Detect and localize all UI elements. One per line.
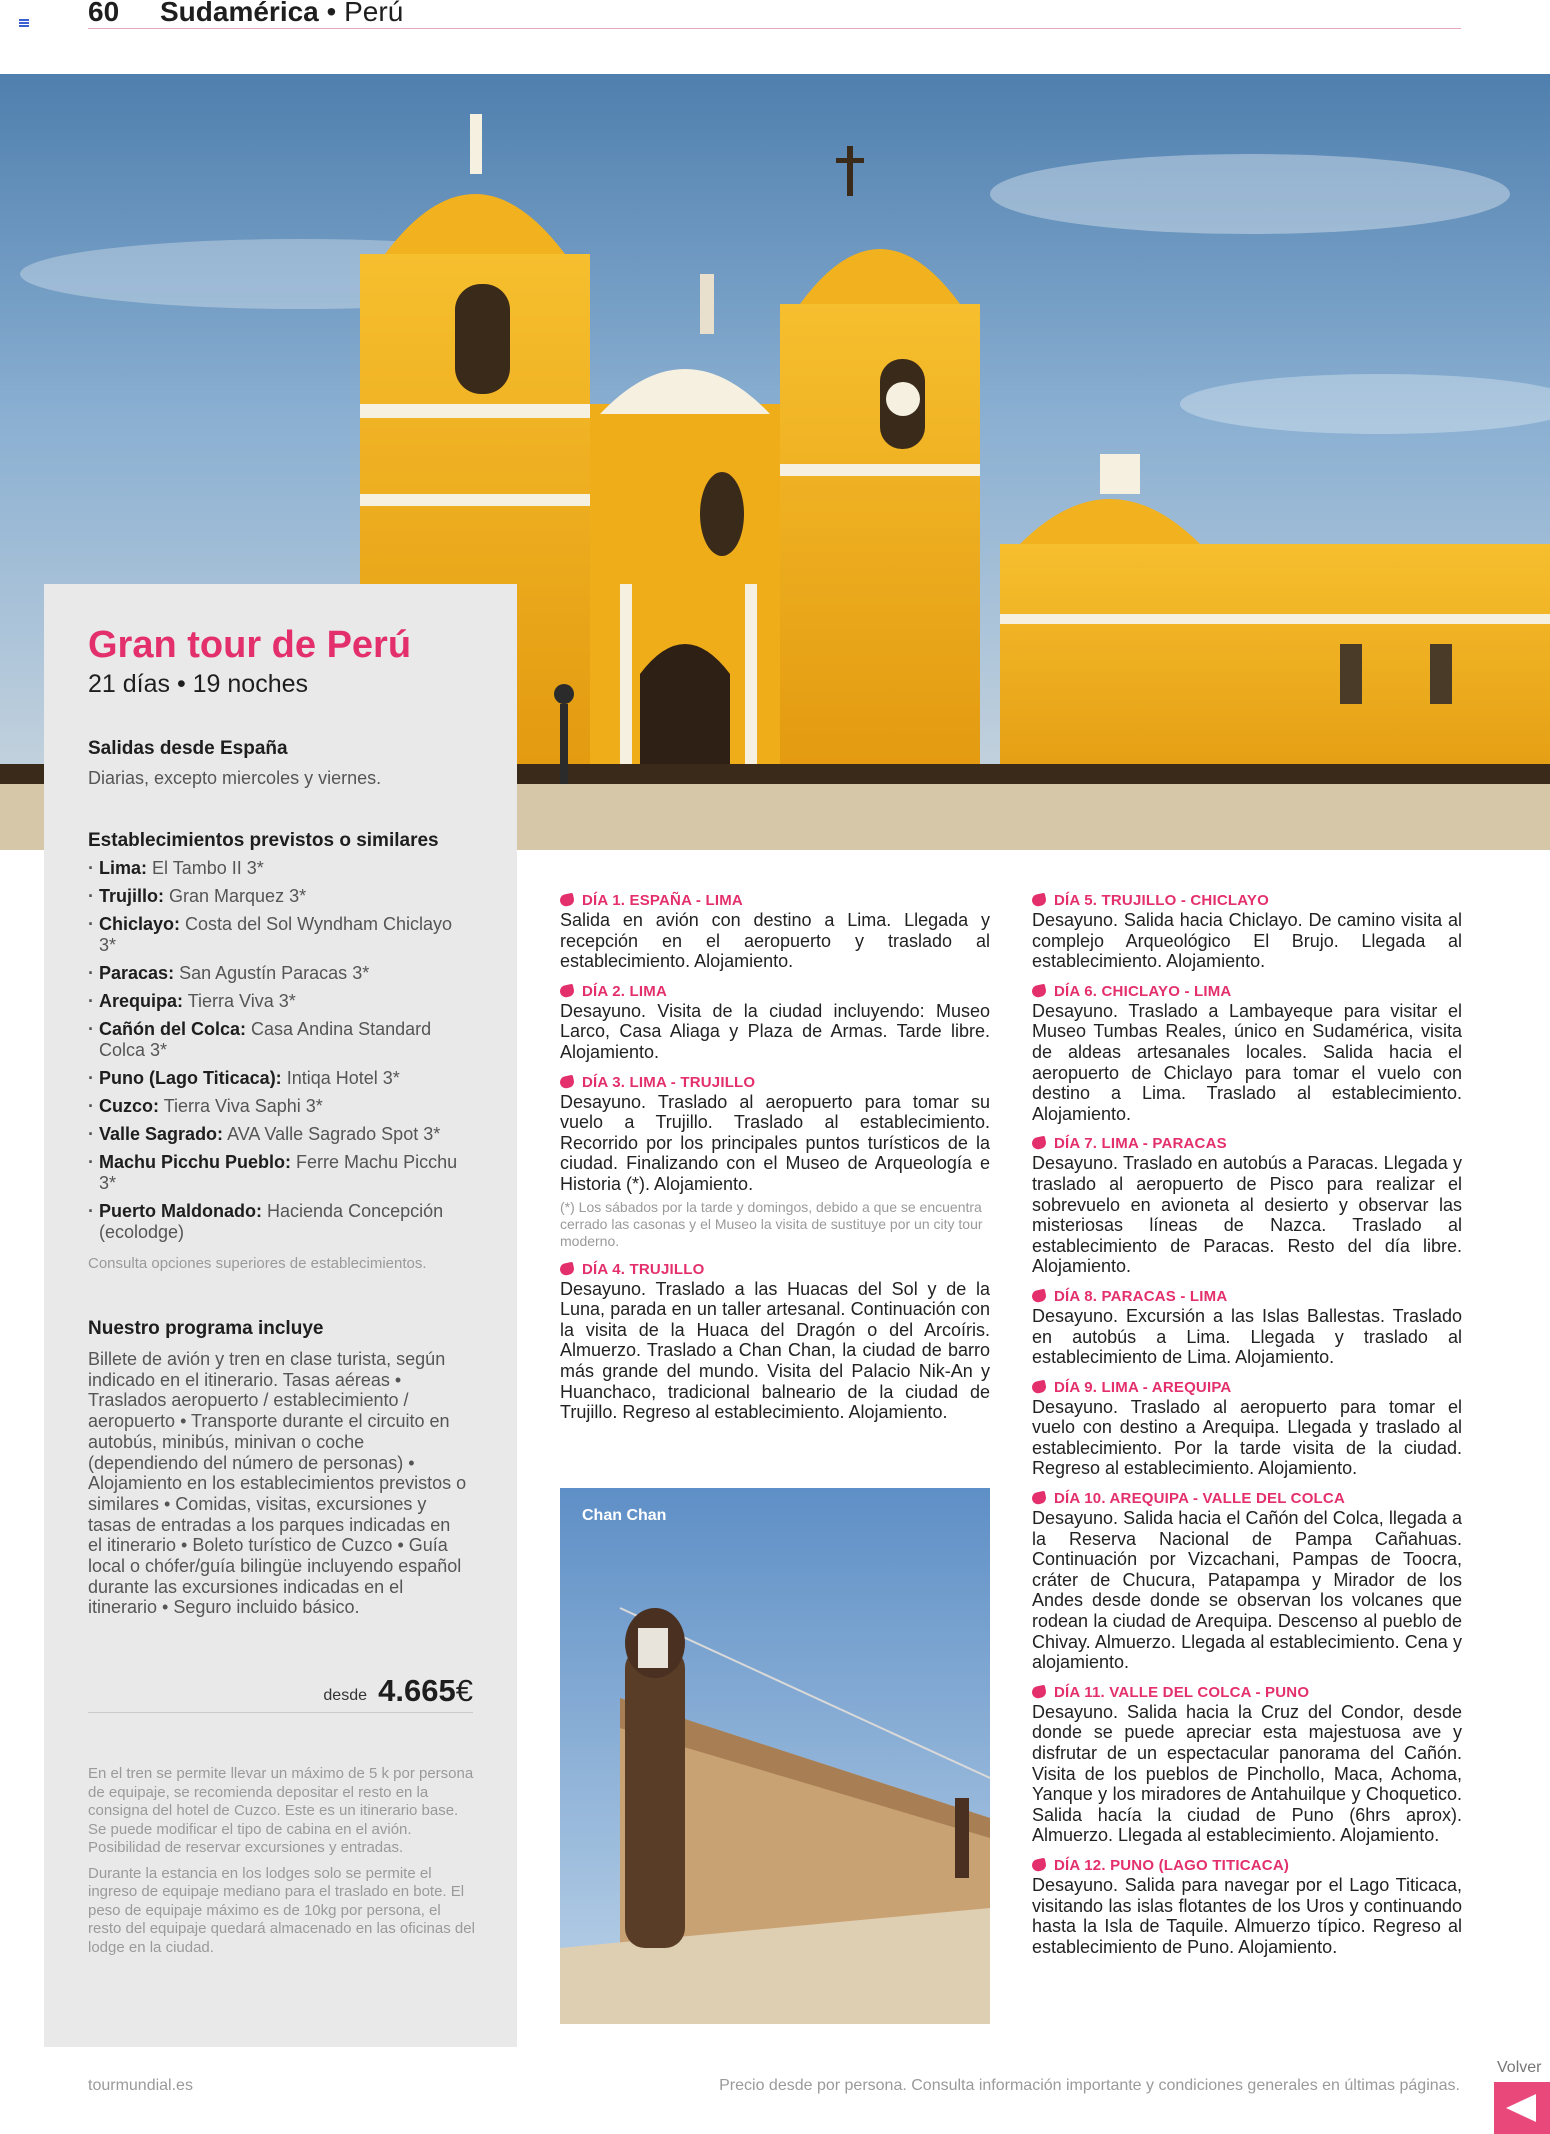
hotel-city: Puerto Maldonado: [99,1201,262,1221]
page-header [88,0,1461,29]
hotel-city: Trujillo: [99,886,164,906]
hotels-note: Consulta opciones superiores de establecimientos. [88,1255,427,1272]
day-heading: DÍA 12. PUNO (LAGO TITICACA) [1032,1856,1462,1875]
chan-chan-photo [560,1488,990,2024]
hotel-city: Chiclayo: [99,914,181,934]
hotel-name: AVA Valle Sagrado Spot 3* [227,1124,441,1144]
day-heading: DÍA 4. TRUJILLO [560,1260,990,1279]
hotel-city: Puno (Lago Titicaca): [99,1068,282,1088]
departures-block [88,738,488,789]
day-description: Desayuno. Visita de la ciudad incluyendo: Museo Larco, Casa Aliaga y Plaza de Armas. Tarde libre. Alojamiento. [560,1000,990,1062]
hotel-item [88,1068,468,1089]
itinerary-day [1032,1489,1462,1673]
day-description: Desayuno. Traslado al aeropuerto para tomar su vuelo a Trujillo. Traslado al establecimiento. Recorrido por los principales puntos turísticos de la ciudad. Finalizando con el Museo de Arqueología e Historia (*). Alojamiento. [560,1091,990,1194]
price-prefix: desde [323,1687,367,1704]
day-heading: DÍA 2. LIMA [560,982,990,1001]
day-description: Desayuno. Traslado a Lambayeque para visitar el Museo Tumbas Reales, único en Sudamérica, visita de aldeas artesanales locales. Salida hacia el aeropuerto de Chiclayo para tomar el vuelo con destino a Lima. Traslado al establecimiento. Alojamiento. [1032,1000,1462,1124]
price-value: 4.665 [378,1673,456,1708]
hotel-name: Gran Marquez 3* [169,886,307,906]
itinerary-day [560,982,990,1063]
day-description: Desayuno. Salida hacia la Cruz del Condor, desde donde se puede apreciar esta majestuosa ave y disfrutar de un espectacular panorama del Cañón. Visita de los pueblos de Pinchollo, Maca, Achoma, Yanque y los miradores de Antahuilque y Choquetico. Salida hacía la ciudad de Puno (6hrs aprox). Almuerzo. Llegada al establecimiento. Alojamiento. [1032,1701,1462,1846]
day-description: Desayuno. Traslado en autobús a Paracas. Llegada y traslado al aeropuerto de Pisco para realizar el sobrevuelo en avioneta al desierto y observar las misteriosas líneas de Nazca. Traslado al establecimiento de Paracas. Resto del día libre. Alojamiento. [1032,1153,1462,1277]
footer-site-link[interactable]: tourmundial.es [88,2077,193,2094]
hotel-item [88,991,468,1012]
day-heading: DÍA 11. VALLE DEL COLCA - PUNO [1032,1683,1462,1702]
price-amount [378,1673,473,1709]
itinerary-day [560,1260,990,1423]
day-heading: DÍA 10. AREQUIPA - VALLE DEL COLCA [1032,1489,1462,1508]
hotels-block [88,830,488,1274]
hotel-city: Paracas: [99,963,175,983]
photo-caption: Chan Chan [582,1507,667,1524]
tour-title: Gran tour de Perú [88,624,412,666]
day-description: Desayuno. Traslado al aeropuerto para tomar el vuelo con destino a Arequipa. Llegada y traslado al establecimiento. Por la tarde visita de la ciudad. Regreso al establecimiento. Alojamiento. [1032,1396,1462,1479]
includes-block [88,1318,468,1618]
itinerary-day [1032,1134,1462,1277]
hotel-name: Intiqa Hotel 3* [286,1068,400,1088]
subsection-name: Perú [344,0,404,27]
itinerary-column-2 [1032,891,1462,1967]
day-heading: DÍA 9. LIMA - AREQUIPA [1032,1378,1462,1397]
note-lodge-luggage: Durante la estancia en los lodges solo se permite el ingreso de equipaje mediano para el traslado en bote. El peso de equipaje máximo es de 10kg por persona, el resto del equipaje quedará almacenado en las oficinas del lodge en la ciudad. [88,1864,475,1956]
hotel-city: Machu Picchu Pueblo: [99,1152,292,1172]
itinerary-column-1 [560,891,990,1433]
page-number: 60 [88,0,120,27]
hotel-item [88,886,468,907]
hotel-name: El Tambo II 3* [152,858,264,878]
day-heading: DÍA 3. LIMA - TRUJILLO [560,1073,990,1092]
hotel-name: Hacienda Concepción (ecolodge) [99,1201,444,1242]
hotels-list [88,858,468,1243]
departures-heading: Salidas desde España [88,738,288,759]
hotel-city: Arequipa: [99,991,184,1011]
section-name: Sudamérica [160,0,319,27]
back-label[interactable]: Volver [1497,2059,1542,2076]
hotel-city: Lima: [99,858,148,878]
day-description: Desayuno. Traslado a las Huacas del Sol y de la Luna, parada en un taller artesanal. Continuación con la visita de la Huaca del Dragón o del Arcoíris. Almuerzo. Traslado a Chan Chan, la ciudad de barro más grande del mundo. Visita del Palacio Nik-An y Huanchaco, tradicional balneario de la ciudad de Trujillo. Regreso al establecimiento. Alojamiento. [560,1278,990,1423]
hotel-item [88,1124,468,1145]
hotel-name: San Agustín Paracas 3* [179,963,370,983]
day-description: Desayuno. Salida para navegar por el Lago Titicaca, visitando las islas flotantes de los Uros y continuando hasta la Isla de Taquile. Almuerzo típico. Regreso al establecimiento de Puno. Alojamiento. [1032,1874,1462,1957]
hotels-heading: Establecimientos previstos o similares [88,830,439,851]
itinerary-day [560,1073,990,1250]
day-heading: DÍA 7. LIMA - PARACAS [1032,1134,1462,1153]
includes-heading: Nuestro programa incluye [88,1318,324,1339]
hotel-name: Tierra Viva Saphi 3* [163,1096,323,1116]
day-heading: DÍA 6. CHICLAYO - LIMA [1032,982,1462,1001]
hotel-name: Tierra Viva 3* [187,991,296,1011]
hotel-name: Ferre Machu Picchu 3* [99,1152,458,1193]
day-description: Desayuno. Salida hacia el Cañón del Colca, llegada a la Reserva Nacional de Pampa Cañahuas. Continuación por Vizcachani, Pampas de Toocra, cráter de Chucura, Patapampa y Mirador de los Andes desde donde se observan los volcanes que rodean la ciudad de Arequipa. Descenso al pueblo de Chivay. Almuerzo. Llegada al establecimiento. Cena y alojamiento. [1032,1508,1462,1673]
hotel-city: Cañón del Colca: [99,1019,247,1039]
itinerary-day [1032,1683,1462,1846]
itinerary-day [1032,982,1462,1125]
section-title: Sudamérica • Perú [160,0,403,28]
itinerary-day [1032,1378,1462,1479]
includes-text: Billete de avión y tren en clase turista, según indicado en el itinerario. Tasas aéreas • Traslados aeropuerto / establecimiento / aeropuerto • Transporte durante el circuito en autobús, minibús, minivan o coche (dependiendo del número de personas) • Alojamiento en los establecimientos previstos o similares • Comidas, visitas, excursiones y tasas de entradas a los parques indicadas en el itinerario • Boleto turístico de Cuzco • Guía local o chófer/guía bilingüe incluyendo español durante las excursiones indicadas en el itinerario • Seguro incluido básico. [88,1349,467,1618]
hotel-city: Cuzco: [99,1096,159,1116]
hotel-item [88,914,468,956]
tour-info-panel [44,584,517,2047]
back-button[interactable] [1494,2082,1550,2134]
hotel-item [88,1096,468,1117]
hotel-item [88,1201,468,1243]
day-heading: DÍA 8. PARACAS - LIMA [1032,1287,1462,1306]
day-description: Salida en avión con destino a Lima. Llegada y recepción en el aeropuerto y traslado al establecimiento. Alojamiento. [560,910,990,972]
price-row [88,1673,473,1713]
hotel-item [88,858,468,879]
day-footnote: (*) Los sábados por la tarde y domingos, debido a que se encuentra cerrado las casonas y el Museo la visita de sustituye por un city tour moderno. [560,1198,983,1249]
hotel-item [88,1152,468,1194]
itinerary-day [1032,1287,1462,1368]
day-heading: DÍA 5. TRUJILLO - CHICLAYO [1032,891,1462,910]
note-train-luggage: En el tren se permite llevar un máximo de 5 k por persona de equipaje, se recomienda depositar el resto en la consigna del hotel de Cuzco. Este es un itinerario base. Se puede modificar el tipo de cabina en el avión. Posibilidad de reservar excursiones y entradas. [88,1765,474,1856]
hotel-item [88,963,468,984]
day-heading: DÍA 1. ESPAÑA - LIMA [560,891,990,910]
tour-duration: 21 días • 19 noches [88,670,309,698]
back-arrow-icon [1506,2094,1536,2122]
day-description: Desayuno. Excursión a las Islas Ballestas. Traslado en autobús a Lima. Llegada y traslado al establecimiento de Lima. Alojamiento. [1032,1305,1462,1368]
hotel-city: Valle Sagrado: [99,1124,224,1144]
luggage-notes [88,1765,478,1957]
itinerary-day [560,891,990,972]
departures-text: Diarias, excepto miercoles y viernes. [88,768,382,788]
itinerary-day [1032,1856,1462,1957]
price-currency: € [455,1673,473,1708]
hotel-name: Costa del Sol Wyndham Chiclayo 3* [99,914,453,955]
menu-icon[interactable] [19,19,29,27]
footer-disclaimer: Precio desde por persona. Consulta información importante y condiciones generales en últimas páginas. [719,2077,1460,2094]
hotel-item [88,1019,468,1061]
hotel-name: Casa Andina Standard Colca 3* [99,1019,432,1060]
itinerary-day [1032,891,1462,972]
day-description: Desayuno. Salida hacia Chiclayo. De camino visita al complejo Arqueológico El Brujo. Llegada al establecimiento. Alojamiento. [1032,910,1462,972]
